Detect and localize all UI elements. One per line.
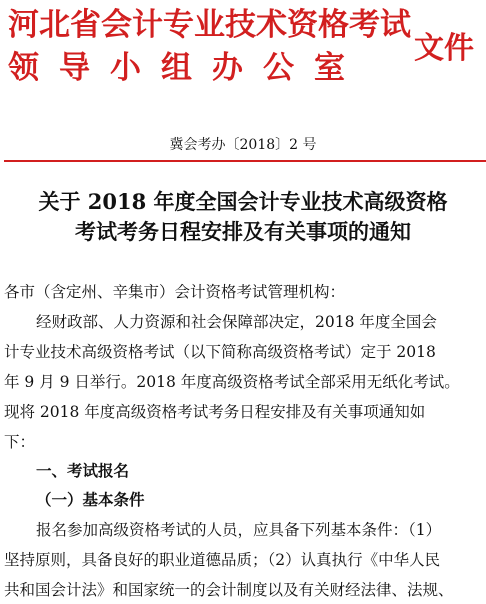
addressee: 各市（含定州、辛集市）会计资格考试管理机构： bbox=[4, 283, 346, 301]
paragraph-1-line-2: 计专业技术高级资格考试（以下简称高级资格考试）定于 2018 bbox=[4, 343, 436, 361]
paragraph-2-line-1: 报名参加高级资格考试的人员，应具备下列基本条件：（1） bbox=[36, 521, 442, 539]
issuing-office-line-1: 河北省会计专业技术资格考试 bbox=[8, 7, 411, 43]
issuing-office-line-2: 领导小组办公室 bbox=[8, 50, 365, 86]
paragraph-2-line-3: 共和国会计法》和国家统一的会计制度以及有关财经法律、法规、 bbox=[4, 581, 454, 599]
paragraph-1-line-5: 下： bbox=[4, 433, 36, 451]
notice-title-line-1: 关于 2018 年度全国会计专业技术高级资格 bbox=[38, 189, 448, 214]
red-letterhead bbox=[0, 0, 486, 112]
subsection-heading-basic-conditions: （一）基本条件 bbox=[36, 490, 145, 509]
paragraph-1-line-3: 年 9 月 9 日举行。2018 年度高级资格考试全部采用无纸化考试。 bbox=[4, 373, 460, 391]
paragraph-2-line-2: 坚持原则，具备良好的职业道德品质；（2）认真执行《中华人民 bbox=[4, 551, 441, 569]
notice-title-line-2: 考试考务日程安排及有关事项的通知 bbox=[75, 219, 411, 244]
document-number: 冀会考办〔2018〕2 号 bbox=[169, 137, 317, 153]
document-type-label: 文件 bbox=[414, 31, 474, 66]
red-separator-line bbox=[4, 160, 486, 162]
paragraph-1-line-1: 经财政部、人力资源和社会保障部决定，2018 年度全国会 bbox=[36, 313, 437, 331]
section-heading-registration: 一、考试报名 bbox=[36, 461, 130, 480]
paragraph-1-line-4: 现将 2018 年度高级资格考试考务日程安排及有关事项通知如 bbox=[4, 403, 426, 421]
